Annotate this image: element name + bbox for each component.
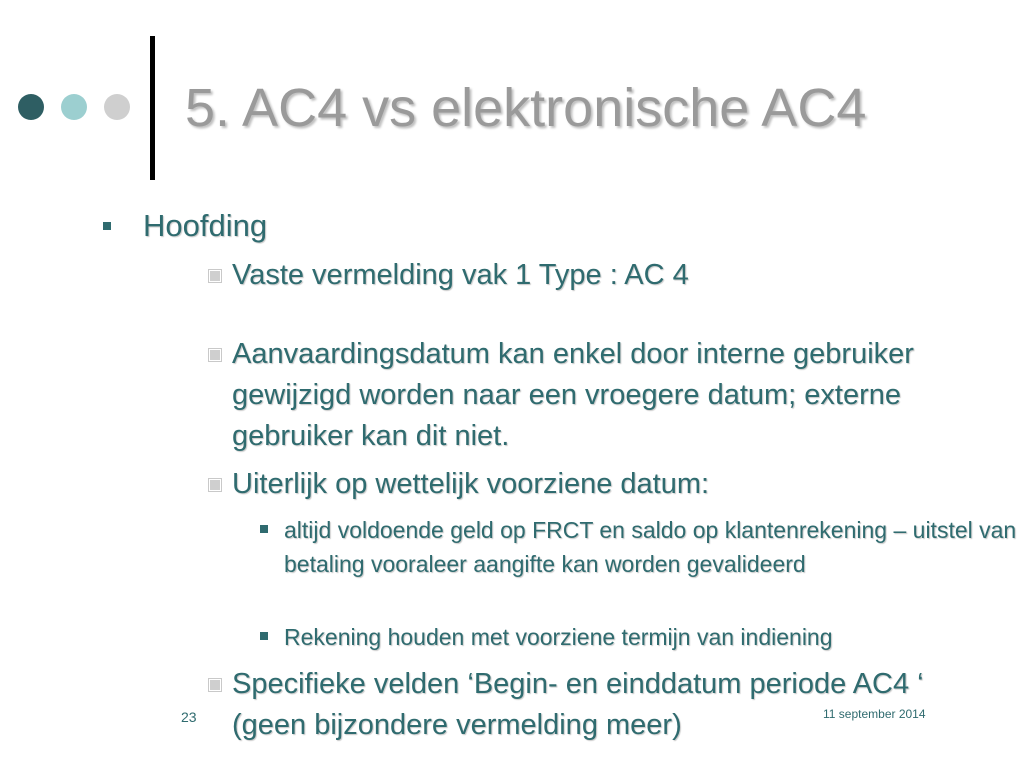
square-bullet-icon xyxy=(209,479,221,491)
square-bullet-icon xyxy=(260,525,268,533)
square-bullet-icon xyxy=(209,679,221,691)
slide-number: 23 xyxy=(181,709,197,725)
square-bullet-icon xyxy=(209,349,221,361)
bullet-text: Uiterlijk op wettelijk voorziene datum: xyxy=(232,468,710,500)
slide-date: 11 september 2014 xyxy=(823,707,926,721)
decoration-dot-gray xyxy=(104,94,130,120)
bullet-level3-funds xyxy=(260,513,1024,581)
square-bullet-icon xyxy=(209,270,221,282)
bullet-text: Rekening houden met voorziene termijn van indiening xyxy=(284,624,833,650)
decoration-dot-dark xyxy=(18,94,44,120)
bullet-level1-hoofding xyxy=(103,208,267,244)
bullet-text: Specifieke velden ‘Begin- en einddatum periode AC4 ‘ (geen bijzondere vermelding meer) xyxy=(232,668,924,741)
decoration-dot-light xyxy=(61,94,87,120)
bullet-level2-type xyxy=(209,255,982,296)
bullet-level2-specific-fields xyxy=(209,664,982,746)
slide-title: 5. AC4 vs elektronische AC4 xyxy=(185,78,867,138)
bullet-level2-legal-date xyxy=(209,464,982,505)
bullet-text: Vaste vermelding vak 1 Type : AC 4 xyxy=(232,259,689,291)
bullet-level3-term xyxy=(260,620,1024,654)
bullet-text: altijd voldoende geld op FRCT en saldo op klantenrekening – uitstel van betaling vooraleer aangifte kan worden gevalideerd xyxy=(284,517,1017,577)
bullet-text: Aanvaardingsdatum kan enkel door interne gebruiker gewijzigd worden naar een vroegere datum; externe gebruiker kan dit niet. xyxy=(232,338,914,452)
bullet-text: Hoofding xyxy=(143,208,268,243)
title-divider-line xyxy=(150,36,155,180)
bullet-level2-acceptance-date xyxy=(209,334,982,457)
square-bullet-icon xyxy=(103,222,111,230)
square-bullet-icon xyxy=(260,632,268,640)
